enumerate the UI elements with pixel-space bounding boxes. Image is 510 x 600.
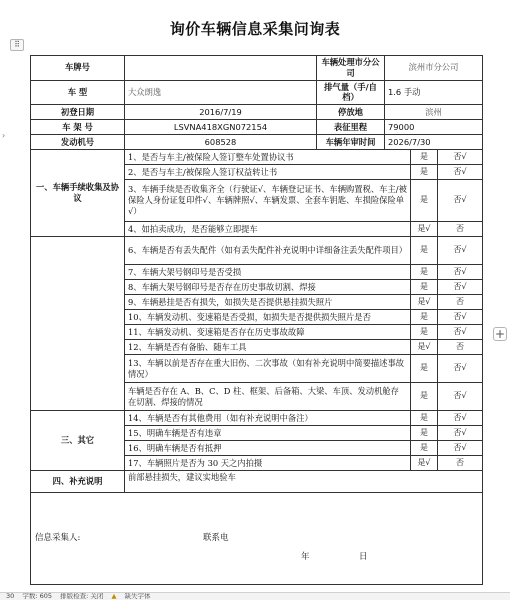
model-label: 车 型 [31, 80, 125, 105]
info-row-register [31, 105, 483, 120]
answer-no[interactable]: 否√ [438, 165, 483, 180]
question-text: 车辆是否存在 A、B、C、D 柱、框架、后备箱、大梁、车顶、发动机舱存在切割、焊接的情况 [125, 383, 411, 411]
signature-row [31, 493, 483, 585]
answer-yes[interactable]: 是 [411, 441, 438, 456]
section-other-label: 三、其它 [31, 411, 125, 471]
answer-yes[interactable]: 是 [411, 383, 438, 411]
answer-yes[interactable]: 是√ [411, 222, 438, 237]
question-text: 15、明确车辆是否有违章 [125, 426, 411, 441]
answer-yes[interactable]: 是√ [411, 456, 438, 471]
question-text: 1、是否与车主/被保险人签订整车处置协议书 [125, 150, 411, 165]
office-label: 车辆处理市分公司 [317, 56, 385, 81]
engine-value[interactable]: 608528 [125, 135, 317, 150]
table-row [31, 150, 483, 165]
plate-value[interactable] [125, 56, 317, 81]
register-value[interactable]: 2016/7/19 [125, 105, 317, 120]
answer-no[interactable]: 否√ [438, 265, 483, 280]
add-row-icon[interactable]: + [494, 327, 506, 341]
table-move-handle-icon[interactable]: ⠿ [10, 39, 24, 51]
word-count[interactable]: 字数: 605 [22, 592, 53, 600]
question-text: 14、车辆是否有其他费用（如有补充说明中备注） [125, 411, 411, 426]
plate-label: 车牌号 [31, 56, 125, 81]
answer-yes[interactable]: 是 [411, 325, 438, 340]
answer-no[interactable]: 否√ [438, 180, 483, 222]
displacement-value[interactable]: 1.6 手动 [385, 80, 483, 105]
answer-no[interactable]: 否 [438, 340, 483, 355]
info-row-engine [31, 135, 483, 150]
answer-no[interactable]: 否√ [438, 355, 483, 383]
page-indicator[interactable]: 30 [6, 592, 15, 600]
inspection-label: 车辆年审时间 [317, 135, 385, 150]
status-bar [0, 592, 510, 600]
answer-yes[interactable]: 是 [411, 150, 438, 165]
collapse-chevron-icon[interactable]: › [2, 131, 6, 140]
answer-yes[interactable]: 是 [411, 180, 438, 222]
answer-no[interactable]: 否√ [438, 383, 483, 411]
table-row [31, 411, 483, 426]
answer-yes[interactable]: 是 [411, 426, 438, 441]
inquiry-table [30, 55, 483, 585]
answer-yes[interactable]: 是 [411, 280, 438, 295]
answer-no[interactable]: 否√ [438, 150, 483, 165]
mileage-label: 表征里程 [317, 120, 385, 135]
layout-check[interactable]: 排版检查: 关闭 [60, 592, 104, 600]
answer-yes[interactable]: 是 [411, 355, 438, 383]
collector-label: 信息采集人: [35, 533, 81, 544]
info-row-vin [31, 120, 483, 135]
inspection-value[interactable]: 2026/7/30 [385, 135, 483, 150]
answer-no[interactable]: 否√ [438, 426, 483, 441]
question-text: 17、车辆照片是否为 30 天之内拍摄 [125, 456, 411, 471]
question-text: 12、车辆是否有备胎、随车工具 [125, 340, 411, 355]
answer-yes[interactable]: 是 [411, 237, 438, 265]
answer-yes[interactable]: 是 [411, 411, 438, 426]
date-year-label: 年 [301, 552, 310, 563]
answer-no[interactable]: 否√ [438, 325, 483, 340]
register-label: 初登日期 [31, 105, 125, 120]
park-value[interactable]: 滨州 [385, 105, 483, 120]
signature-cell [31, 493, 483, 585]
section-supplement-label: 四、补充说明 [31, 471, 125, 493]
question-text: 13、车辆以前是否存在重大旧伤、二次事故（如有补充说明中简要描述事故情况） [125, 355, 411, 383]
question-text: 6、车辆是否有丢失配件（如有丢失配件补充说明中详细备注丢失配件项目） [125, 237, 411, 265]
answer-yes[interactable]: 是√ [411, 340, 438, 355]
answer-no[interactable]: 否√ [438, 237, 483, 265]
section-vehicle-blank [31, 237, 125, 411]
question-text: 4、如拍卖成功，是否能够立即提车 [125, 222, 411, 237]
answer-no[interactable]: 否 [438, 456, 483, 471]
table-row [31, 471, 483, 493]
answer-no[interactable]: 否√ [438, 411, 483, 426]
mileage-value[interactable]: 79000 [385, 120, 483, 135]
answer-no[interactable]: 否√ [438, 441, 483, 456]
info-row-plate [31, 56, 483, 81]
displacement-label: 排气量（手/自档） [317, 80, 385, 105]
contact-label: 联系电 [203, 533, 229, 544]
question-text: 16、明确车辆是否有抵押 [125, 441, 411, 456]
question-text: 2、是否与车主/被保险人签订权益转让书 [125, 165, 411, 180]
vin-label: 车 架 号 [31, 120, 125, 135]
answer-yes[interactable]: 是 [411, 310, 438, 325]
question-text: 3、车辆手续是否收集齐全（行驶证√、车辆登记证书、车辆购置税、车主/被保险人身份证复印件√、车辆牌照√、车辆发票、全套车钥匙、车损险保险单√） [125, 180, 411, 222]
section-docs-label: 一、车辆手续收集及协议 [31, 150, 125, 237]
question-text: 9、车辆悬挂是否有损失，如损失是否提供悬挂损失照片 [125, 295, 411, 310]
answer-yes[interactable]: 是 [411, 165, 438, 180]
model-value[interactable]: 大众朗逸 [125, 80, 317, 105]
answer-yes[interactable]: 是 [411, 265, 438, 280]
park-label: 停放地 [317, 105, 385, 120]
question-text: 11、车辆发动机、变速箱是否存在历史事故故障 [125, 325, 411, 340]
warning-icon: ▲ [111, 592, 117, 600]
answer-no[interactable]: 否 [438, 222, 483, 237]
question-text: 8、车辆大架号钢印号是否存在历史事故切割、焊接 [125, 280, 411, 295]
vin-value[interactable]: LSVNA418XGN072154 [125, 120, 317, 135]
answer-no[interactable]: 否√ [438, 310, 483, 325]
info-row-model [31, 80, 483, 105]
table-row [31, 237, 483, 265]
question-text: 7、车辆大架号钢印号是否受损 [125, 265, 411, 280]
supplement-text[interactable]: 前部悬挂损失，建议实地验车 [125, 471, 483, 493]
date-day-label: 日 [359, 552, 368, 563]
engine-label: 发动机号 [31, 135, 125, 150]
answer-no[interactable]: 否 [438, 295, 483, 310]
document-title: 询价车辆信息采集问询表 [169, 20, 341, 38]
missing-font[interactable]: 缺失字体 [124, 592, 151, 600]
office-value[interactable]: 滨州市分公司 [385, 56, 483, 81]
answer-yes[interactable]: 是√ [411, 295, 438, 310]
answer-no[interactable]: 否√ [438, 280, 483, 295]
question-text: 10、车辆发动机、变速箱是否受损，如损失是否提供损失照片是否 [125, 310, 411, 325]
